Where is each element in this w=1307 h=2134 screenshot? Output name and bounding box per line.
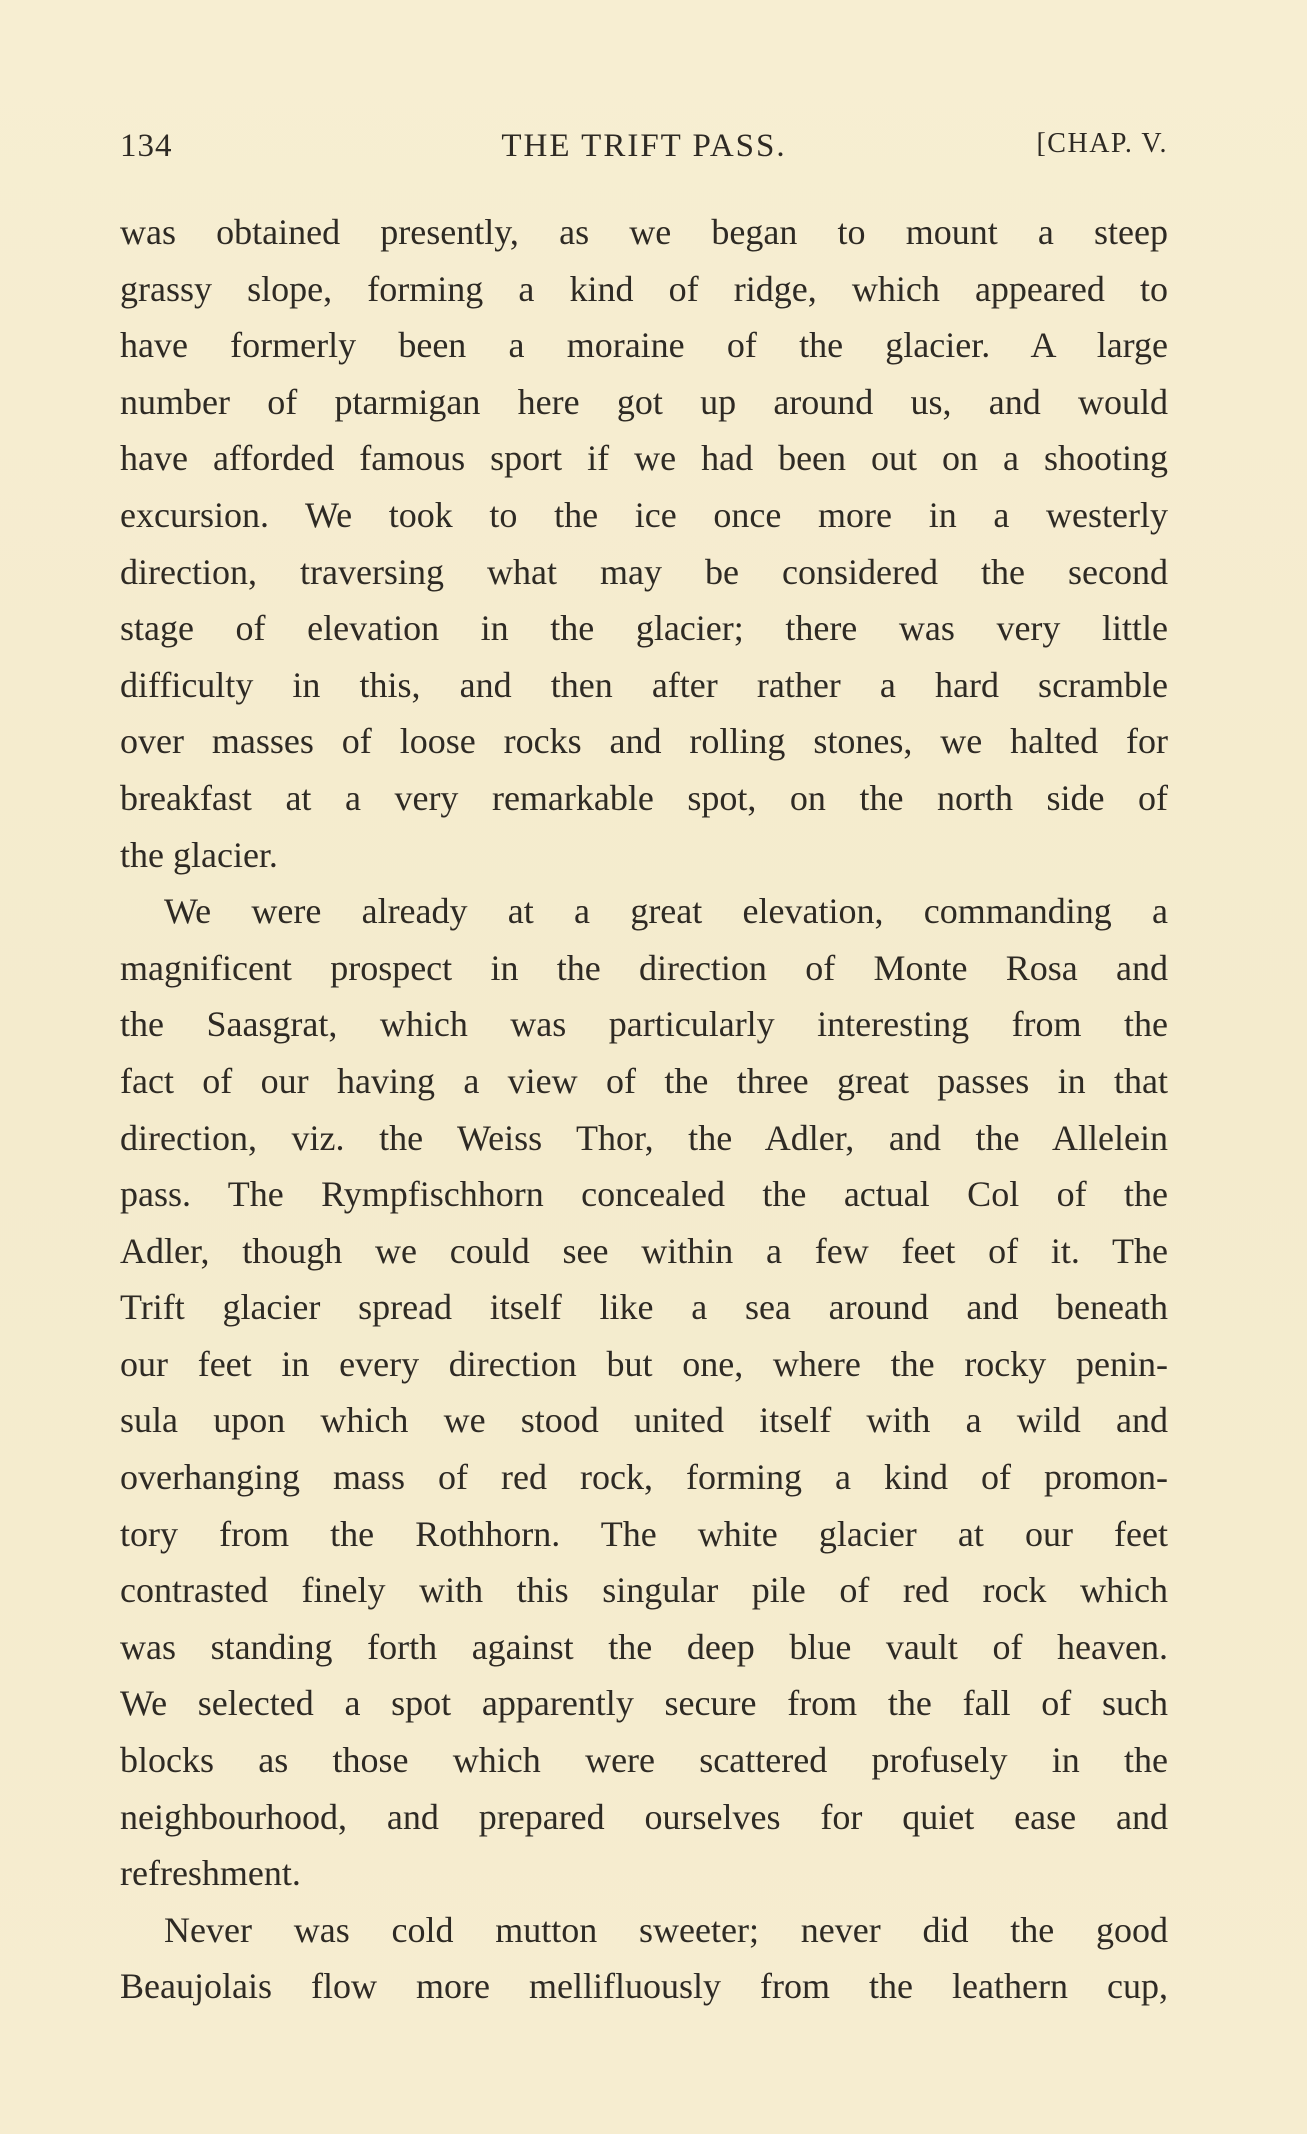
text-line: our feet in every direction but one, where the rocky penin- bbox=[120, 1343, 1168, 1384]
text-line: grassy slope, forming a kind of ridge, which appeared to bbox=[120, 268, 1168, 309]
page-number: 134 bbox=[120, 128, 173, 164]
text-line: We selected a spot apparently secure from the fall of such bbox=[120, 1683, 1168, 1724]
text-line: contrasted finely with this singular pile of red rock which bbox=[120, 1570, 1168, 1611]
text-line: neighbourhood, and prepared ourselves for quiet ease and bbox=[120, 1796, 1168, 1837]
text-line: Trift glacier spread itself like a sea around and beneath bbox=[120, 1287, 1168, 1328]
text-line: Beaujolais flow more mellifluously from the leathern cup, bbox=[120, 1966, 1168, 2007]
text-line: the glacier. bbox=[120, 834, 278, 875]
text-line: pass. The Rympfischhorn concealed the actual Col of the bbox=[120, 1174, 1168, 1215]
text-line: direction, traversing what may be considered the second bbox=[120, 551, 1168, 592]
text-line: was obtained presently, as we began to mount a steep bbox=[120, 212, 1168, 252]
text-line: over masses of loose rocks and rolling stones, we halted for bbox=[120, 721, 1168, 762]
text-line: tory from the Rothhorn. The white glacier at our feet bbox=[120, 1513, 1168, 1554]
text-line: breakfast at a very remarkable spot, on the north side of bbox=[120, 777, 1168, 818]
running-title: THE TRIFT PASS. bbox=[501, 128, 787, 164]
text-line: Never was cold mutton sweeter; never did the good bbox=[164, 1909, 1168, 1950]
text-line: have formerly been a moraine of the glacier. A large bbox=[120, 325, 1168, 366]
text-line: fact of our having a view of the three great passes in that bbox=[120, 1060, 1168, 1101]
text-line: magnificent prospect in the direction of Monte Rosa and bbox=[120, 947, 1168, 988]
text-line: Adler, though we could see within a few feet of it. The bbox=[120, 1230, 1168, 1271]
page-header bbox=[120, 128, 1168, 176]
text-line: stage of elevation in the glacier; there was very little bbox=[120, 608, 1168, 649]
chapter-reference: [CHAP. V. bbox=[1036, 128, 1168, 159]
text-line: We were already at a great elevation, commanding a bbox=[164, 891, 1168, 932]
body-text bbox=[120, 204, 1168, 2015]
text-line: sula upon which we stood united itself with a wild and bbox=[120, 1400, 1168, 1441]
text-line: direction, viz. the Weiss Thor, the Adler, and the Allelein bbox=[120, 1117, 1168, 1158]
text-line: number of ptarmigan here got up around us, and would bbox=[120, 381, 1168, 422]
text-line: refreshment. bbox=[120, 1853, 301, 1894]
text-line: excursion. We took to the ice once more in a westerly bbox=[120, 494, 1168, 535]
text-line: have afforded famous sport if we had been out on a shooting bbox=[120, 438, 1168, 479]
text-line: difficulty in this, and then after rather a hard scramble bbox=[120, 664, 1168, 705]
text-line: the Saasgrat, which was particularly interesting from the bbox=[120, 1004, 1168, 1045]
text-line: overhanging mass of red rock, forming a kind of promon- bbox=[120, 1457, 1168, 1498]
text-line: was standing forth against the deep blue vault of heaven. bbox=[120, 1626, 1168, 1667]
text-line: blocks as those which were scattered profusely in the bbox=[120, 1740, 1168, 1781]
